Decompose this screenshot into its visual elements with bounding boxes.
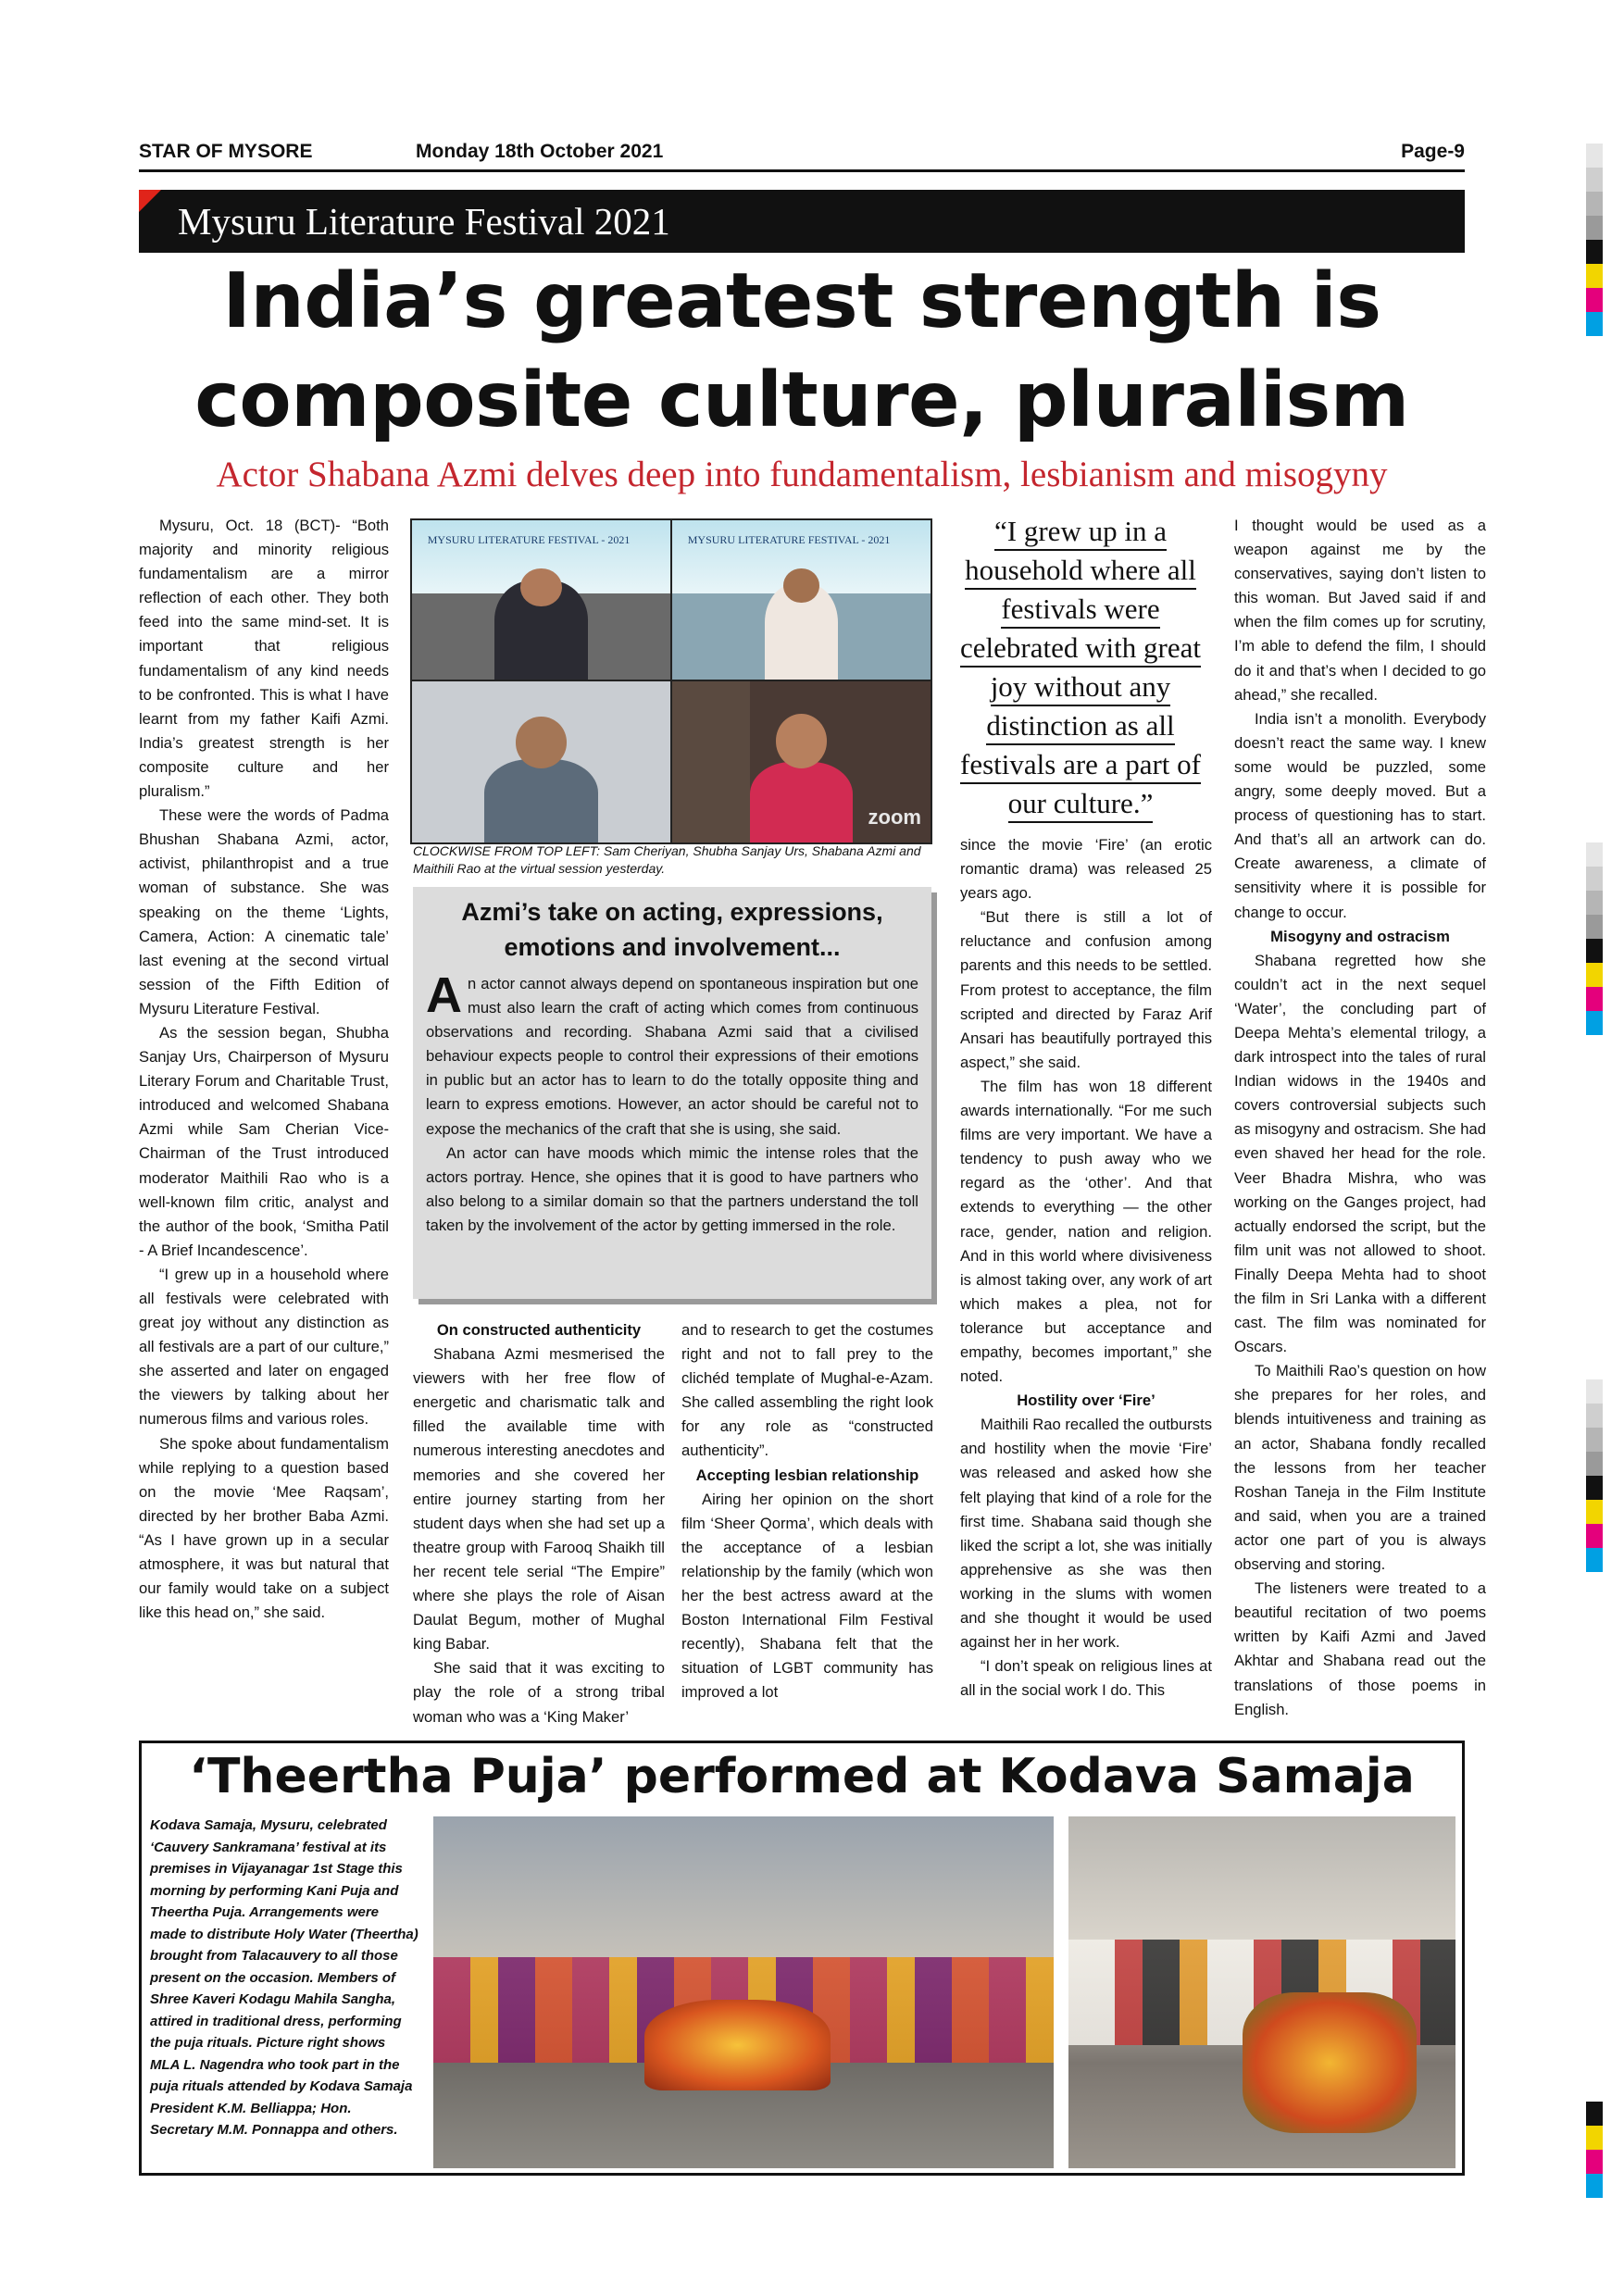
paragraph: “I don’t speak on religious lines at all in the social work I do. This [960,1657,1212,1700]
column-3 [681,1318,933,1705]
flower-offering [1243,1992,1417,2133]
photo-shabana-azmi [672,681,931,842]
photo-maithili-rao [412,681,670,842]
paragraph: “But there is still a lot of reluctance and confusion among parents and this needs to be settled. From protest to acceptance, the film scripted and directed by Faraz Arif Ansari has beautifully portrayed this aspect,” she said. [960,908,1212,1071]
zoom-logo: zoom [868,805,921,829]
column-2 [413,1318,665,1729]
paragraph: I thought would be used as a weapon against me by the conservatives, saying don’t listen to this woman. But Javed said if and when the film comes up for scrutiny, I’m able to defend the film, I should do it and that’s when I decided to go ahead,” she recalled. [1234,517,1486,704]
paragraph: To Maithili Rao’s question on how she prepares for her roles, and blends intuitiveness and training as an actor, Shabana fondly recalled the lessons from her teacher Roshan Taneja in the Film Institute and said, when you are a trained actor one part of you is always observing and storing. [1234,1362,1486,1574]
paragraph: The film has won 18 different awards internationally. “For me such films are very important. We have a tendency to push away who we regard as the ‘other’. And that extends to everything — the other race, gender, nation and religion. And in this world where divisiveness is almost taking over, any work of art which makes a plea, not for tolerance but acceptance and empathy, becomes important,” she noted. [960,1077,1212,1386]
page-number: Page-9 [1401,141,1465,162]
session-photo-grid [410,518,932,844]
photo-caption: CLOCKWISE FROM TOP LEFT: Sam Cheriyan, Shubha Sanjay Urs, Shabana Azmi and Maithili Rao at the virtual session yesterday. [413,843,921,876]
speaker-face [783,568,819,604]
subheading: Accepting lesbian relationship [695,1466,919,1484]
pull-quote: “I grew up in a household where all festivals were celebrated with great joy without any distinction as all festivals are a part of our culture.” [960,512,1201,823]
paragraph: Airing her opinion on the short film ‘Sheer Qorma’, which deals with the acceptance of a lesbian relationship by the family (which won her the best actress award at the Boston International Film Festival recently), Shabana felt that the situation of LGBT community has improved a lot [681,1490,933,1702]
drop-cap: A [426,967,462,1023]
sidebar-paragraph: An actor cannot always depend on spontaneous inspiration but one must also learn the craft of acting which comes from continuous observations and recording. Shabana Azmi said that a civilised behaviour expects people to control their expressions of their emotions in public but an actor has to learn to do the totally opposite thing and learn to express emotions. However, an actor should be careful not to expose the mechanics of the craft that she is using, she said. [426,967,918,1138]
paragraph: She spoke about fundamentalism while replying to a question based on the movie ‘Mee Raqsam’, directed by her brother Baba Azmi. “As I have grown up in a secular atmosphere, it was but natural that our family would take on a subject like this head on,” she said. [139,1434,389,1622]
print-registration-marks [1586,842,1603,1035]
bookshelf [672,681,750,842]
photo-shubha-sanjay-urs [672,520,931,680]
puja-photo-right [1068,1816,1455,2168]
puja-photo-left [433,1816,1054,2168]
speaker-figure [484,759,598,842]
sidebar-paragraph: An actor can have moods which mimic the intense roles that the actors portray. Hence, she opines that it is good to have partners who also belong to a similar domain so that the partners understand the toll taken by the involvement of the actor by getting immersed in the role. [426,1143,918,1234]
subheading: Misogyny and ostracism [1270,927,1450,945]
sidebar-box [413,887,931,1299]
subheading: Hostility over ‘Fire’ [1017,1391,1156,1410]
section-bar [139,190,1465,253]
festival-banner: MYSURU LITERATURE FESTIVAL - 2021 [427,533,631,547]
speaker-face [516,717,568,768]
headline-line-1: India’s greatest strength is [222,257,1381,345]
column-1 [139,514,389,1625]
photo-sam-cheriyan [412,520,670,680]
issue-date: Monday 18th October 2021 [416,141,664,162]
section-corner-mark [139,190,161,212]
section-title: Mysuru Literature Festival 2021 [178,200,670,243]
print-registration-marks [1586,2102,1603,2198]
paragraph: “I grew up in a household where all festivals were celebrated with great joy without any distinction as all festivals are a part of our culture,” she asserted and later on engaged the viewers by talking about her numerous films and various roles. [139,1265,389,1429]
paragraph: and to research to get the costumes right and not to fall prey to the clichéd template of Mughal-e-Azam. She called assembling the right look for any role as “constructed authenticity”. [681,1321,933,1460]
paragraph: India isn’t a monolith. Everybody doesn’t react the same way. I knew some would be puzzled, some angry, some deeply moved. But a process of questioning has to start. And that’s all an artwork can do. Create awareness, a climate of sensitivity where it is possible for change to occur. [1234,709,1486,921]
subheading: On constructed authenticity [436,1321,642,1339]
paragraph: Shabana Azmi mesmerised the viewers with her free flow of energetic and charismatic talk and filled the available time with numerous interesting anecdotes and memories and she covered her entire journey starting from her student days when she had set up a theatre group with Farooq Shaikh till her recent tele serial “The Empire” where she plays the role of Aisan Daulat Begum, mother of Mughal king Babar. [413,1345,665,1653]
paragraph: since the movie ‘Fire’ (an erotic romantic drama) was released 25 years ago. [960,836,1212,903]
paragraph: Mysuru, Oct. 18 (BCT)- “Both majority and minority religious fundamentalism are a mirror reflection of each other. They both feed into the same mind-set. It is important that religious fundamentalism of any kind needs to be confronted. This is what I have learnt from my father Kaifi Azmi. India’s greatest strength is her composite culture and her pluralism.” [139,517,389,801]
speaker-figure [750,762,854,842]
puja-altar [644,2000,831,2091]
column-4 [960,833,1212,1703]
masthead [139,137,1465,167]
bottom-headline: ‘Theertha Puja’ performed at Kodava Samaja [189,1749,1415,1804]
print-registration-marks [1586,144,1603,336]
masthead-rule [139,169,1465,172]
paragraph: The listeners were treated to a beautiful recitation of two poems written by Kaifi Azmi and Javed Akhtar and Shabana read out the translations of those poems in English. [1234,1579,1486,1718]
paragraph: Shabana regretted how she couldn’t act in the next sequel ‘Water’, the concluding part of Deepa Mehta’s elemental trilogy, a dark introspect into the tales of rural Indian widows in the 1940s and covers controversial subjects such as misogyny and ostracism. She had even shaved her head for the role. Veer Bhadra Mishra, who was working on the Ganges project, had actually endorsed the script, but the film unit was not allowed to shoot. Finally Deepa Mehta had to shoot the film in Sri Lanka with a different cast. The film was nominated for Oscars. [1234,951,1486,1356]
festival-banner: MYSURU LITERATURE FESTIVAL - 2021 [687,533,891,547]
headline-line-2: composite culture, pluralism [194,356,1409,444]
paragraph: She said that it was exciting to play the role of a strong tribal woman who was a ‘King Maker’ [413,1659,665,1726]
paragraph: Maithili Rao recalled the outbursts and hostility when the movie ‘Fire’ was released and asked how she felt playing that kind of a role for the first time. Shabana said though she liked the script a lot, she was initially apprehensive as she was then working in the slums with women and she thought it would be used against her in her work. [960,1416,1212,1652]
column-5 [1234,514,1486,1722]
paragraph: These were the words of Padma Bhushan Shabana Azmi, actor, activist, philanthropist and a true woman of substance. She was speaking on the theme ‘Lights, Camera, Action: A cinematic tale’ last evening at the second virtual session of the Fifth Edition of Mysuru Literature Festival. [139,806,389,1017]
paragraph: As the session began, Shubha Sanjay Urs, Chairperson of Mysuru Literary Forum and Charitable Trust, introduced and welcomed Shabana Azmi while Sam Cherian Vice-Chairman of the Trust introduced moderator Maithili Rao who is a well-known film critic, analyst and the author of the book, ‘Smitha Patil - A Brief Incandescence’. [139,1023,389,1259]
speaker-face [776,714,828,768]
speaker-face [520,568,562,606]
print-registration-marks [1586,1379,1603,1572]
bottom-caption: Kodava Samaja, Mysuru, celebrated ‘Cauvery Sankramana’ festival at its premises in Vijayanagar 1st Stage this morning by performing Kani Puja and Theertha Puja. Arrangements were made to distribute Holy Water (Theertha) brought from Talacauvery to all those present on the occasion. Members of Shree Kaveri Kodagu Mahila Sangha, attired in traditional dress, performing the puja rituals. Picture right shows MLA L. Nagendra who took part in the puja rituals attended by Kodava Samaja President K.M. Belliappa; Hon. Secretary M.M. Ponnappa and others. [150,1817,418,2138]
sidebar-title: Azmi’s take on acting, expressions, emotions and involvement... [461,898,883,961]
paper-name: STAR OF MYSORE [139,141,313,162]
deck: Actor Shabana Azmi delves deep into fundamentalism, lesbianism and misogyny [216,455,1388,494]
